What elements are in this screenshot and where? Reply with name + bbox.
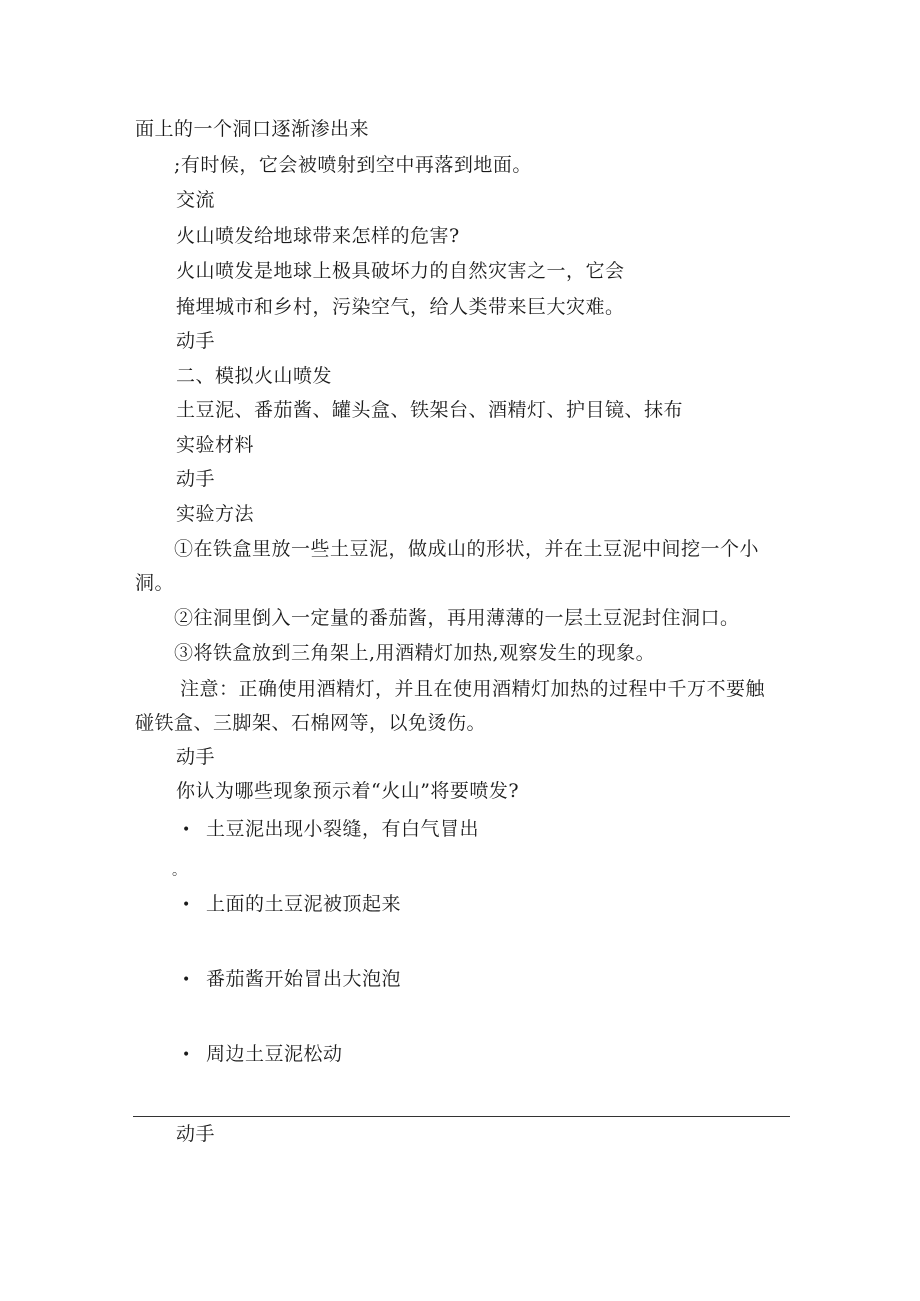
bullet-text: 土豆泥出现小裂缝，有白气冒出 [206, 818, 480, 840]
section-label: 交流 [176, 189, 216, 211]
horizontal-divider [133, 1116, 790, 1117]
bullet-text: 周边土豆泥松动 [206, 1043, 343, 1065]
section-label: 动手 [176, 1123, 216, 1145]
step-1-continuation: 洞。 [135, 572, 175, 594]
materials-list: 土豆泥、番茄酱、罐头盒、铁架台、酒精灯、护目镜、抹布 [176, 399, 684, 421]
section-label: 动手 [176, 330, 216, 352]
step-1-text: ①在铁盒里放一些土豆泥，做成山的形状，并在土豆泥中间挖一个小 [174, 538, 760, 560]
caution-continuation: 碰铁盒、三脚架、石棉网等，以免烫伤。 [135, 712, 487, 734]
stray-mark: 。 [172, 863, 187, 879]
bullet-text: 上面的土豆泥被顶起来 [206, 893, 402, 915]
caution-text: 注意：正确使用酒精灯，并且在使用酒精灯加热的过程中千万不要触 [180, 678, 766, 700]
section-label: 实验方法 [176, 503, 255, 525]
step-2-text: ②往洞里倒入一定量的番茄酱，再用薄薄的一层土豆泥封住洞口。 [174, 607, 740, 629]
bullet-dot-icon: • [182, 972, 191, 988]
bullet-dot-icon: • [182, 1047, 191, 1063]
paragraph-line: 掩埋城市和乡村，污染空气，给人类带来巨大灾难。 [176, 296, 625, 318]
step-3-text: ③将铁盒放到三角架上,用酒精灯加热,观察发生的现象。 [174, 642, 656, 664]
bullet-dot-icon: • [182, 822, 191, 838]
paragraph-line: ;有时候，它会被喷射到空中再落到地面。 [174, 154, 532, 176]
paragraph-line: 火山喷发是地球上极具破坏力的自然灾害之一，它会 [176, 260, 625, 282]
paragraph-line: 面上的一个洞口逐渐渗出来 [135, 118, 370, 140]
bullet-text: 番茄酱开始冒出大泡泡 [206, 968, 402, 990]
bullet-dot-icon: • [182, 897, 191, 913]
question-text: 你认为哪些现象预示着“火山”将要喷发? [176, 780, 520, 802]
section-label: 动手 [176, 468, 216, 490]
question-text: 火山喷发给地球带来怎样的危害? [176, 225, 460, 247]
section-heading: 二、模拟火山喷发 [176, 365, 333, 387]
section-label: 动手 [176, 746, 216, 768]
section-label: 实验材料 [176, 434, 255, 456]
